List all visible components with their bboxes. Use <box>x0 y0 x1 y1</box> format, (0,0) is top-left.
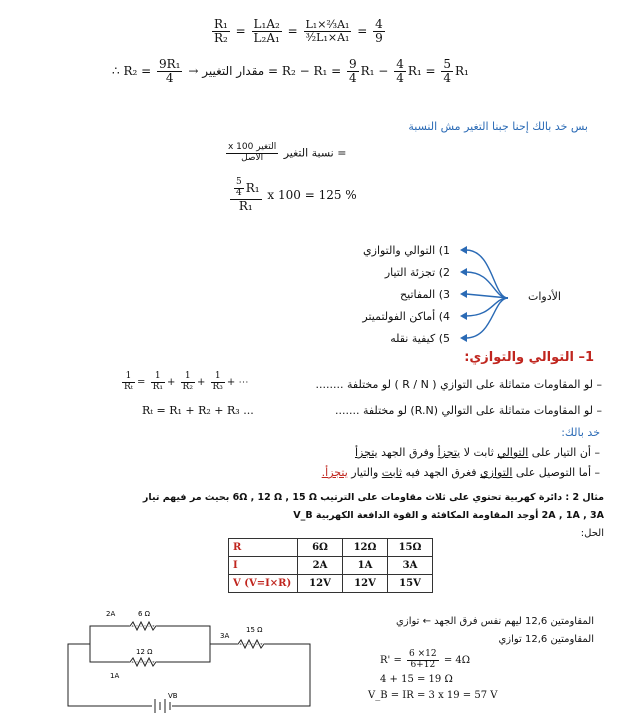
label-i-bottom: 1A <box>110 672 120 680</box>
label-r-top: 6 Ω <box>138 610 151 618</box>
pf-r1: R₁ <box>152 381 163 392</box>
solution-line-2: المقاومتين 12,6 توازي <box>498 634 594 645</box>
change-t2-den: 4 <box>396 71 404 86</box>
change-t1-den: 4 <box>349 71 357 86</box>
label-battery: VB <box>168 692 178 700</box>
label-i-top: 2A <box>106 610 116 618</box>
data-table <box>228 538 433 593</box>
label-r-right: 15 Ω <box>246 626 263 634</box>
percent-inner-num: 5 <box>236 177 242 187</box>
table-cell: I <box>229 557 298 575</box>
example-line-1: مثال 2 : دائرة كهربية تحتوي على ثلاث مقاومات على الترتيب 6Ω , 12 Ω , 15 Ω بحيث مر فيهم تيار <box>142 492 604 503</box>
change-frac-den: 4 <box>165 71 174 86</box>
c1-f: يتجزأ <box>354 446 378 459</box>
pf-dots: + ⋯ <box>226 376 249 388</box>
table-cell: 15V <box>388 575 433 593</box>
table-cell: 6Ω <box>298 539 343 557</box>
c2-b: التوازي <box>480 466 513 479</box>
percent-inner-var: R₁ <box>245 180 260 195</box>
tool-item: 4) أماكن الفولتميتر <box>362 310 450 323</box>
ratio-third-den: ³⁄₂L₁×A₁ <box>305 31 350 45</box>
percent-calc <box>228 178 357 213</box>
c1-b: التوالي <box>497 446 529 459</box>
example-line-2: 2A , 1A , 3A أوجد المقاومة المكافئة و القوة الدافعة الكهربية V_B <box>293 510 604 521</box>
change-frac-num: 9R₁ <box>159 57 181 71</box>
ratio-left-den: R₂ <box>214 31 228 46</box>
change-t3-num: 5 <box>443 57 452 71</box>
change-equation <box>112 58 469 85</box>
ratio-third-num: L₁×²⁄₃A₁ <box>305 18 350 32</box>
change-t2-var: R₁ = <box>407 64 436 79</box>
careful-heading: خد بالك: <box>561 426 600 439</box>
percent-calc-den: R₁ <box>238 198 253 213</box>
pf-plus: + <box>196 376 206 388</box>
solution-sum: 4 + 15 = 19 Ω <box>380 674 453 685</box>
rule-parallel-formula <box>120 372 248 393</box>
solution-line-1: المقاومتين 12,6 ليهم نفس فرق الجهد ← توازي <box>396 616 594 627</box>
pf-plus: + <box>166 376 176 388</box>
pf-one: 1 <box>151 372 165 383</box>
tool-item: 1) التوالي والتوازي <box>363 244 450 257</box>
percent-inner-den: 4 <box>236 187 242 198</box>
change-t3-var: R₁ <box>455 64 469 79</box>
table-cell: 12Ω <box>343 539 388 557</box>
table-cell: 12V <box>298 575 343 593</box>
change-t1-num: 9 <box>349 57 357 71</box>
req-num: 6 ×12 <box>409 649 437 659</box>
pf-rt: Rₜ <box>124 381 133 392</box>
careful-line-1 <box>355 446 600 459</box>
rule-series-formula: Rₜ = R₁ + R₂ + R₃ ... <box>142 404 254 417</box>
percent-den: الاصل <box>241 152 264 163</box>
table-cell: 1A <box>343 557 388 575</box>
change-t3-den: 4 <box>443 71 452 86</box>
ratio-left-num: R₁ <box>214 17 228 31</box>
table-cell: 12V <box>343 575 388 593</box>
solution-label: الحل: <box>580 528 604 539</box>
pf-one: 1 <box>181 372 195 383</box>
tool-item: 3) المفاتيح <box>400 288 450 301</box>
table-cell: 15Ω <box>388 539 433 557</box>
percent-label: نسبة التغير = <box>283 146 347 160</box>
c1-e: وفرق الجهد <box>377 446 438 459</box>
ratio-result-den: 9 <box>375 31 383 46</box>
percent-note: بس خد بالك إحنا جبنا التغير مش النسبة <box>408 120 588 133</box>
tools-bracket <box>448 240 538 352</box>
pf-r2: R₂ <box>182 381 193 392</box>
c2-c: فغرق الجهد فيه <box>402 466 481 479</box>
c1-a: – أن التيار على <box>528 446 600 459</box>
tools-label: الأدوات <box>528 290 561 303</box>
label-i-mid: 3A <box>220 632 230 640</box>
table-cell: 3A <box>388 557 433 575</box>
tool-item: 2) تجزئة التيار <box>384 266 450 279</box>
change-t2-num: 4 <box>396 57 404 71</box>
c2-a: – أما التوصيل على <box>512 466 600 479</box>
pf-eq: = <box>137 376 146 388</box>
ratio-mid-den: L₂A₁ <box>253 31 280 46</box>
change-rest: = R₂ − R₁ = <box>268 64 342 79</box>
req-prefix: R' = <box>380 654 402 666</box>
solution-req <box>380 650 470 671</box>
label-r-bottom: 12 Ω <box>136 648 153 656</box>
req-den: 6+12 <box>410 659 436 670</box>
solution-vb: V_B = IR = 3 x 19 = 57 V <box>368 690 498 701</box>
table-cell: 2A <box>298 557 343 575</box>
ratio-equation: $\frac{\text{R₁}}{\text{R₂}}$ = $\frac{\text{L₁A₂}}{\text{L₂A₁}}$ = $\frac{\text{L₁×²⁄₃A₁}}{\text{³⁄₂L₁×A₁}}$ = $\frac{4}{9}$ <box>214 17 383 46</box>
req-rest: = 4Ω <box>443 654 471 666</box>
pf-one: 1 <box>211 372 225 383</box>
tools-list <box>320 240 460 352</box>
percent-formula <box>224 143 346 164</box>
rule-series: – لو المقاومات متماثلة على التوالي (R.N) لو مختلفة ....... <box>335 404 602 417</box>
pf-one: 1 <box>122 372 135 383</box>
change-label: مقدار التغيير <box>202 64 265 79</box>
change-prefix: ∴ R₂ = <box>112 64 152 79</box>
c1-d: يتجزأ <box>437 446 461 459</box>
table-row <box>229 557 433 575</box>
ratio-result-num: 4 <box>375 17 383 31</box>
circuit-diagram <box>60 604 340 716</box>
change-t1-var: R₁ − <box>360 64 389 79</box>
percent-num: التغير x 100 <box>228 142 277 152</box>
c1-c: ثابت لا <box>460 446 498 459</box>
c2-e: والتيار <box>347 466 382 479</box>
table-row <box>229 575 433 593</box>
change-arrow: → <box>188 64 199 79</box>
c2-d: ثابت <box>381 466 403 479</box>
c2-f: يتجزأ. <box>321 466 348 479</box>
tool-item: 5) كيفية نقله <box>390 332 450 345</box>
section-title: 1– التوالي والتوازي: <box>464 350 594 365</box>
rule-parallel: – لو المقاومات متماثلة على التوازي ( R / N ) لو مختلفة ........ <box>315 378 602 391</box>
ratio-mid-num: L₁A₂ <box>253 17 280 31</box>
pf-r3: R₃ <box>212 381 223 392</box>
table-row <box>229 539 433 557</box>
careful-line-2 <box>322 466 600 479</box>
table-cell: V (V=I×R) <box>229 575 298 593</box>
table-cell: R <box>229 539 298 557</box>
percent-calc-rest: x 100 = 125 % <box>267 187 357 202</box>
